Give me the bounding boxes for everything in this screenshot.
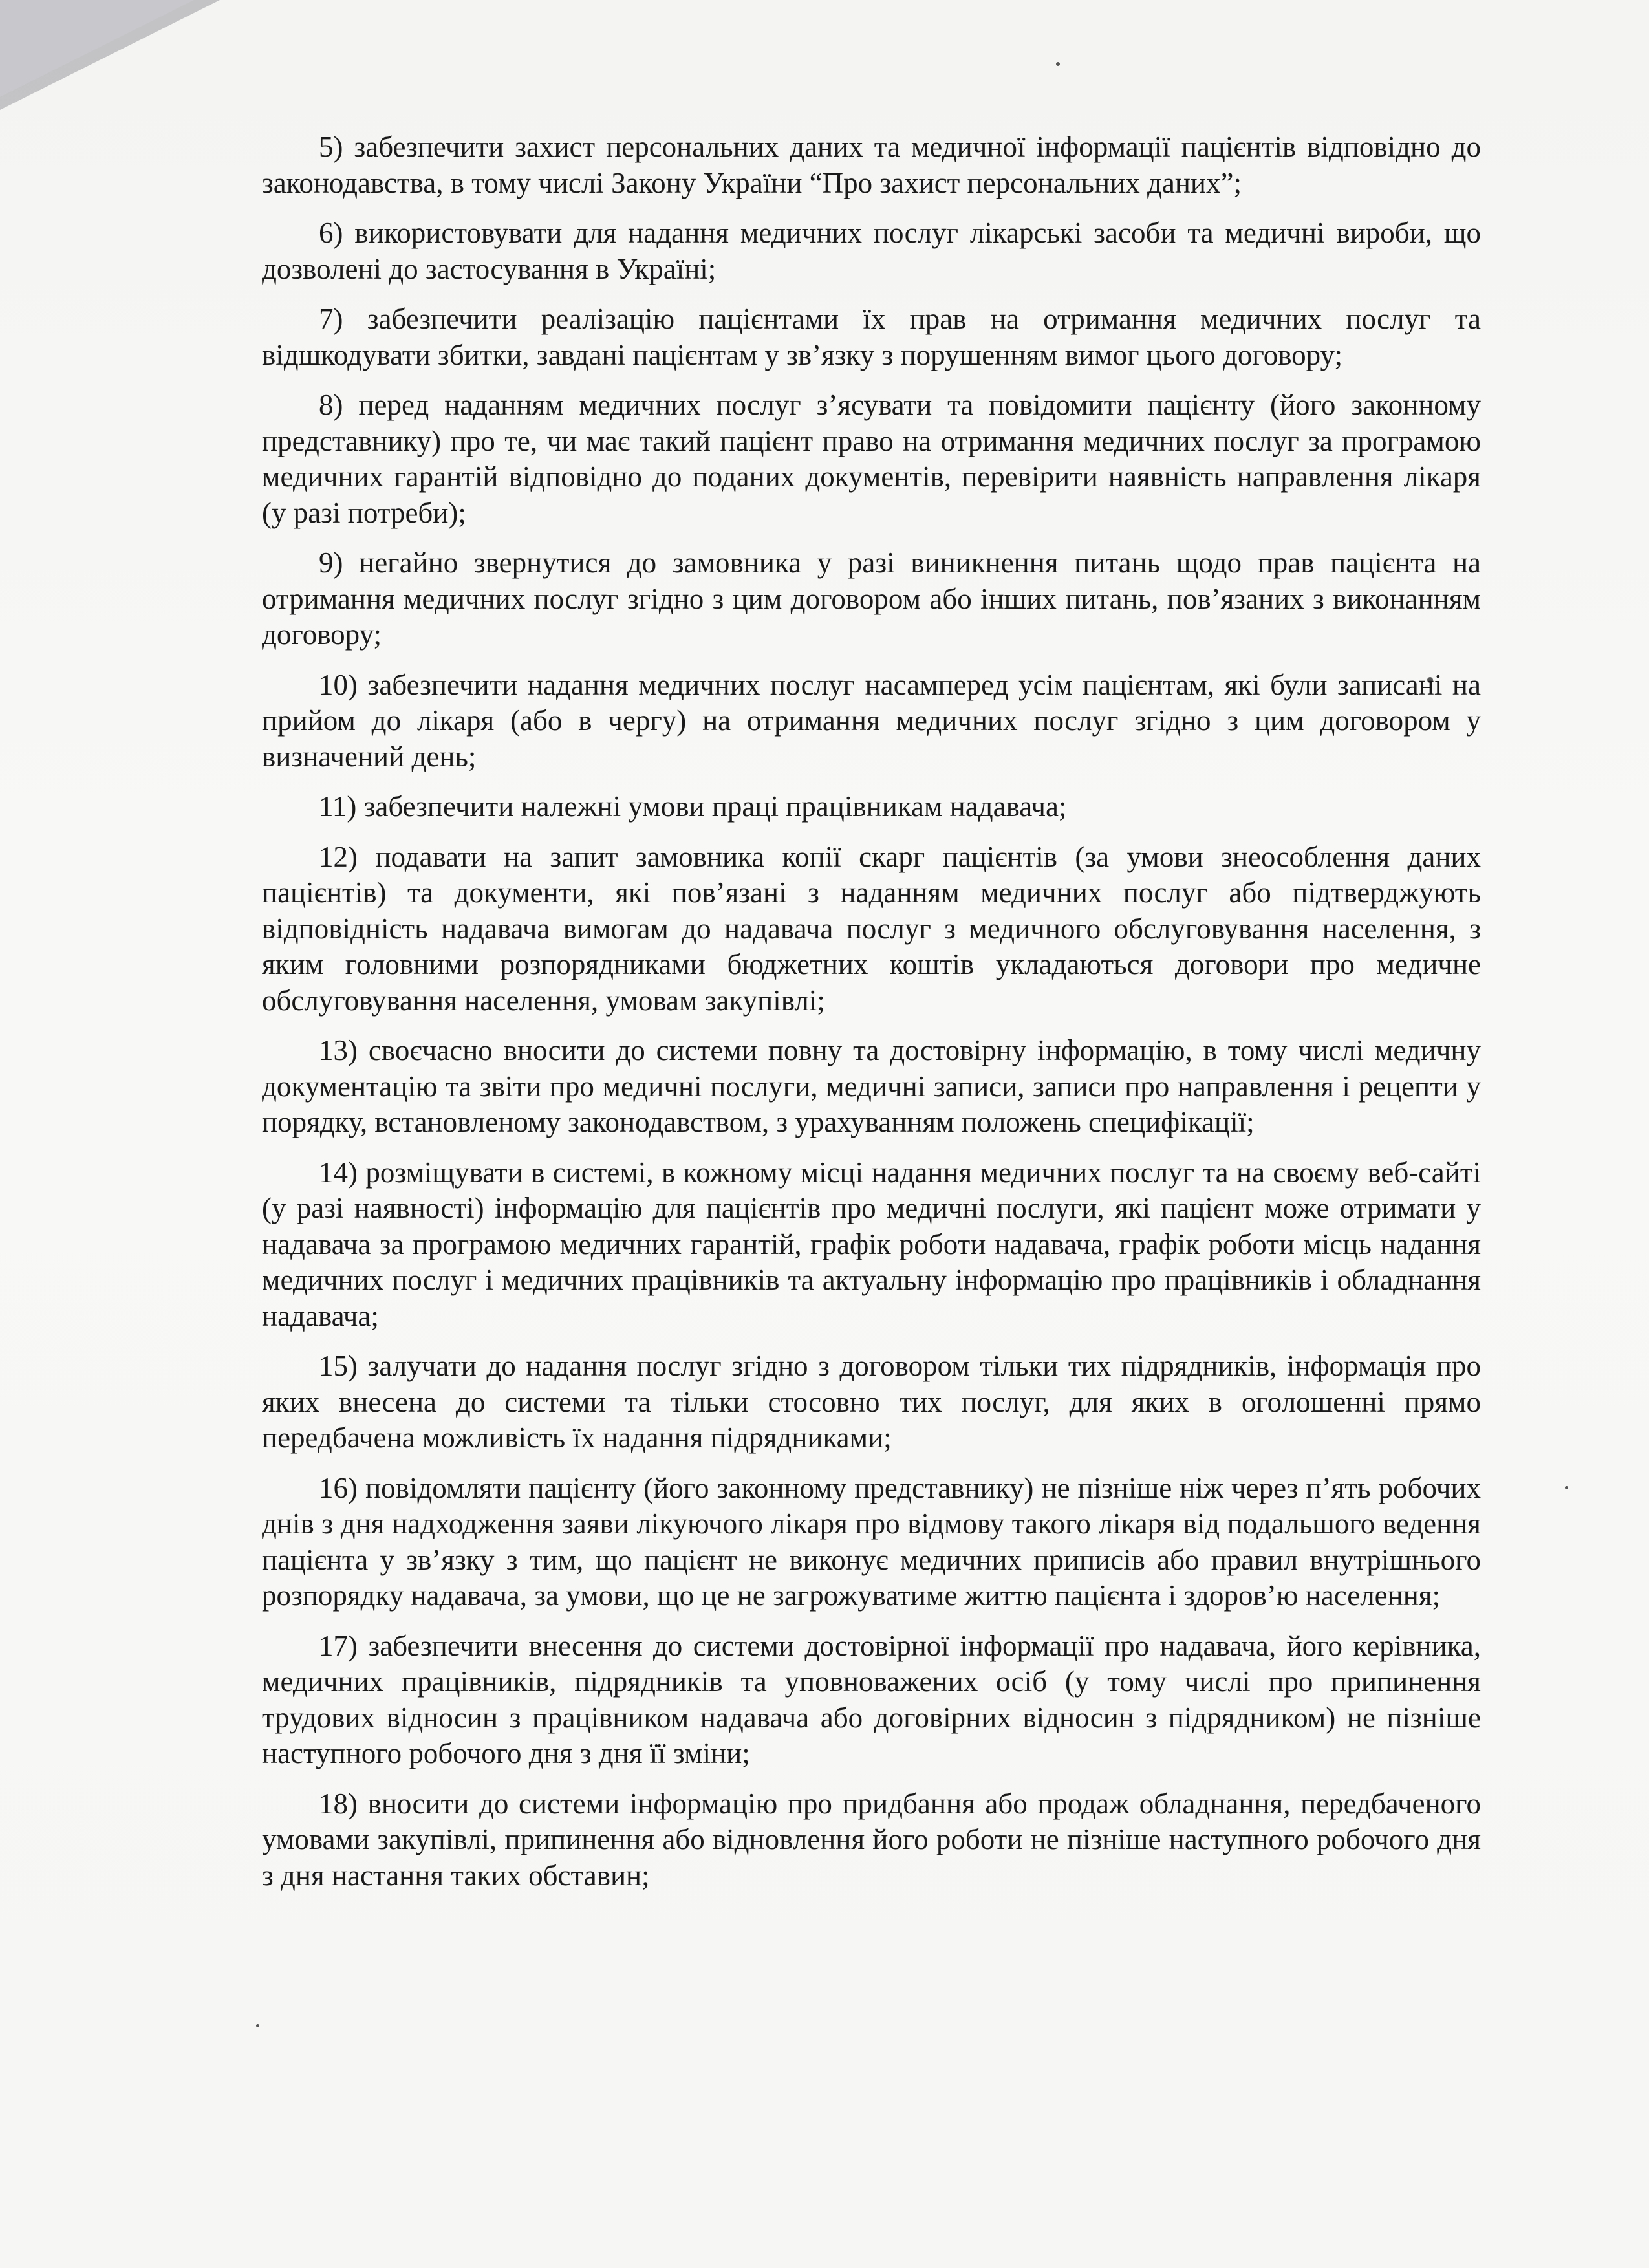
clause-5: 5) забезпечити захист персональних даних та медичної інформації пацієнтів відповідно до законодавства, в тому числі Закону України “Про захист персональних даних”;: [262, 131, 1481, 199]
contract-clauses: [262, 129, 1481, 1908]
clause-13: 13) своєчасно вносити до системи повну та достовірну інформацію, в тому числі медичну документацію та звіти про медичні послуги, медичні записи, записи про направлення і рецепти у порядку, встановленому законодавством, з урахуванням положень специфікації;: [262, 1034, 1481, 1138]
clause-14: 14) розміщувати в системі, в кожному місці надання медичних послуг та на своєму веб-сайті (у разі наявності) інформацію для пацієнтів про медичні послуги, які пацієнт може отримати у надавача за програмою медичних гарантій, графік роботи надавача, графік роботи місць надання медичних послуг і медичних працівників та актуальну інформацію про працівників і обладнання надавача;: [262, 1156, 1481, 1332]
clause-8: 8) перед наданням медичних послуг з’ясувати та повідомити пацієнту (його законному представнику) про те, чи має такий пацієнт право на отримання медичних послуг за програмою медичних гарантій відповідно до поданих документів, перевірити наявність направлення лікаря (у разі потреби);: [262, 389, 1481, 529]
scan-speck: [1056, 62, 1060, 66]
scan-speck: [256, 2024, 259, 2027]
clause-12: 12) подавати на запит замовника копії скарг пацієнтів (за умови знеособлення даних пацієнтів) та документи, які пов’язані з наданням медичних послуг або підтверджують відповідність надавача вимогам до надавача послуг з медичного обслуговування населення, з яким головними розпорядниками бюджетних коштів укладаються договори про медичне обслуговування населення, умовам закупівлі;: [262, 840, 1481, 1017]
clause-11: 11) забезпечити належні умови праці працівникам надавача;: [319, 790, 1067, 823]
scan-speck: [1565, 1486, 1568, 1489]
clause-18: 18) вносити до системи інформацію про придбання або продаж обладнання, передбаченого умовами закупівлі, припинення або відновлення його роботи не пізніше наступного робочого дня з дня настання таких обставин;: [262, 1787, 1481, 1892]
clause-10: 10) забезпечити надання медичних послуг насамперед усім пацієнтам, які були записані на прийом до лікаря (або в чергу) на отримання медичних послуг згідно з цим договором у визначений день;: [262, 668, 1481, 773]
clause-9: 9) негайно звернутися до замовника у разі виникнення питань щодо прав пацієнта на отримання медичних послуг згідно з цим договором або інших питань, пов’язаних з виконанням договору;: [262, 546, 1481, 651]
page-corner-fold: [0, 0, 194, 97]
clause-15: 15) залучати до надання послуг згідно з договором тільки тих підрядників, інформація про яких внесена до системи та тільки стосовно тих послуг, для яких в оголошенні прямо передбачена можливість їх надання підрядниками;: [262, 1350, 1481, 1454]
clause-16: 16) повідомляти пацієнту (його законному представнику) не пізніше ніж через п’ять робочих днів з дня надходження заяви лікуючого лікаря про відмову такого лікаря від подальшого ведення пацієнта у зв’язку з тим, що пацієнт не виконує медичних приписів або правил внутрішнього розпорядку надавача, за умови, що це не загрожуватиме життю пацієнта і здоров’ю населення;: [262, 1471, 1481, 1612]
clause-6: 6) використовувати для надання медичних послуг лікарські засоби та медичні вироби, що дозволені до застосування в Україні;: [262, 217, 1481, 285]
clause-7: 7) забезпечити реалізацію пацієнтами їх прав на отримання медичних послуг та відшкодувати збитки, завдані пацієнтам у зв’язку з порушенням вимог цього договору;: [262, 303, 1481, 371]
clause-17: 17) забезпечити внесення до системи достовірної інформації про надавача, його керівника, медичних працівників, підрядників та уповноважених осіб (у тому числі про припинення трудових відносин з працівником надавача або договірних відносин з підрядником) не пізніше наступного робочого дня з дня її зміни;: [262, 1629, 1481, 1769]
